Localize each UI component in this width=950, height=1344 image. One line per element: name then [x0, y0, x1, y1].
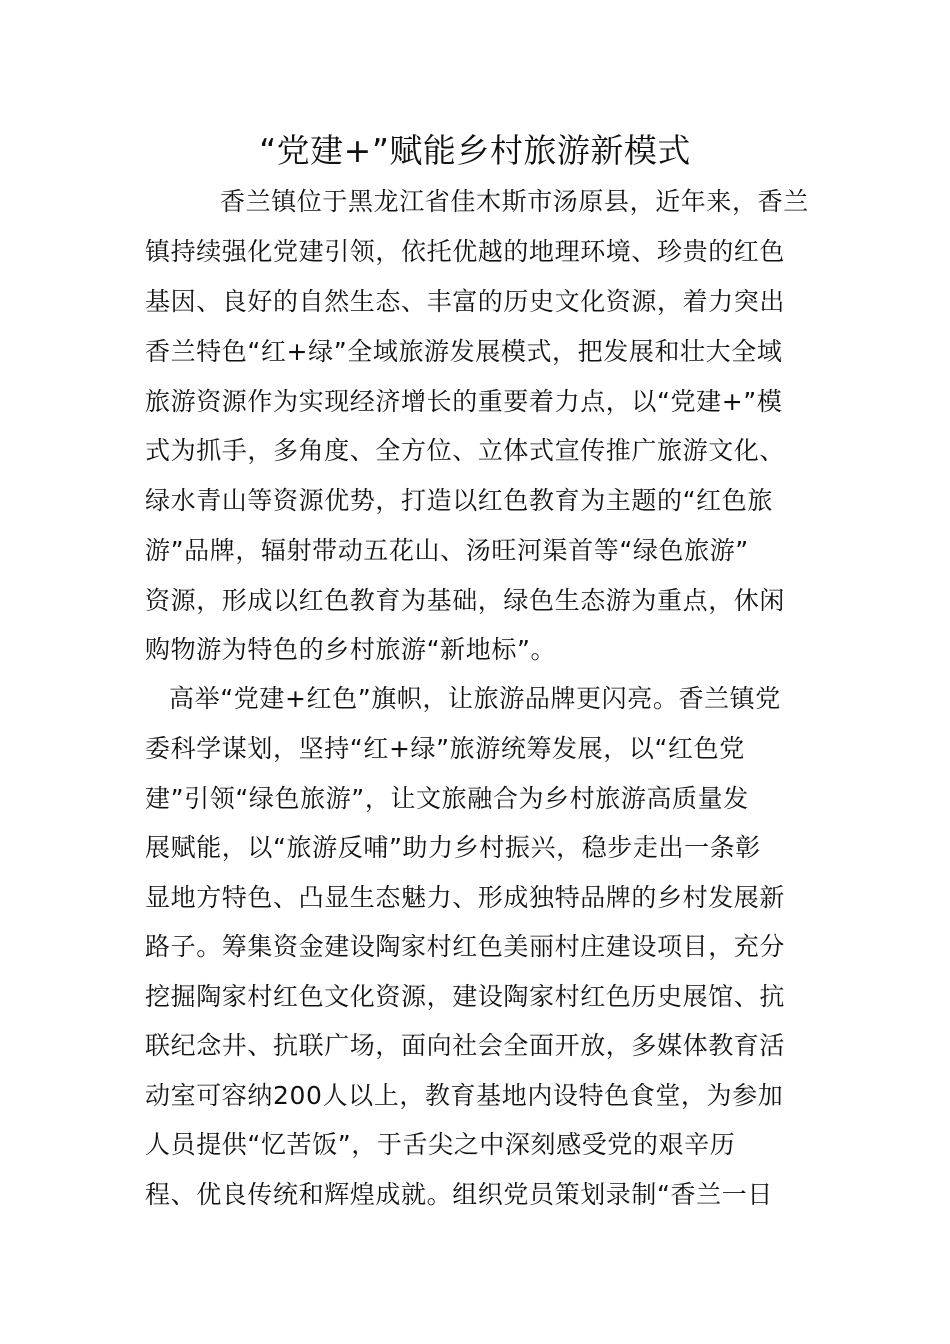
paragraph-1-line: 绿水青山等资源优势，打造以红色教育为主题的“红色旅 — [145, 486, 773, 515]
paragraph-2-line: 高举“党建+红色”旗帜，让旅游品牌更闪亮。香兰镇党 — [169, 684, 781, 713]
paragraph-2-line: 挖掘陶家村红色文化资源，建设陶家村红色历史展馆、抗 — [145, 982, 786, 1011]
document-title: “党建+”赋能乡村旅游新模式 — [259, 131, 691, 170]
paragraph-1-line: 镇持续强化党建引领，依托优越的地理环境、珍贵的红色 — [145, 237, 786, 266]
paragraph-2-line: 人员提供“忆苦饭”，于舌尖之中深刻感受党的艰辛历 — [145, 1130, 736, 1159]
paragraph-1-line: 香兰特色“红+绿”全域旅游发展模式，把发展和壮大全域 — [145, 337, 783, 366]
paragraph-2-line: 动室可容纳200人以上，教育基地内设特色食堂，为参加 — [145, 1081, 784, 1110]
paragraph-1-line: 式为抓手，多角度、全方位、立体式宣传推广旅游文化、 — [145, 436, 786, 465]
paragraph-2-line: 程、优良传统和辉煌成就。组织党员策划录制“香兰一日 — [145, 1180, 773, 1209]
paragraph-2-line: 联纪念井、抗联广场，面向社会全面开放，多媒体教育活 — [145, 1031, 786, 1060]
paragraph-2-line: 委科学谋划，坚持“红+绿”旅游统筹发展，以“红色党 — [145, 734, 745, 763]
paragraph-1-line: 基因、良好的自然生态、丰富的历史文化资源，着力突出 — [145, 287, 786, 316]
paragraph-1-line: 购物游为特色的乡村旅游“新地标”。 — [145, 635, 557, 664]
paragraph-2-line: 显地方特色、凸显生态魅力、形成独特品牌的乡村发展新 — [145, 883, 786, 912]
paragraph-1-line: 香兰镇位于黑龙江省佳木斯市汤原县，近年来，香兰 — [220, 187, 809, 216]
paragraph-2-line: 展赋能，以“旅游反哺”助力乡村振兴，稳步走出一条彰 — [145, 833, 761, 862]
paragraph-1-line: 游”品牌，辐射带动五花山、汤旺河渠首等“绿色旅游” — [145, 536, 749, 565]
paragraph-1-line: 旅游资源作为实现经济增长的重要着力点，以“党建+”模 — [145, 387, 783, 416]
paragraph-1-line: 资源，形成以红色教育为基础，绿色生态游为重点，休闲 — [145, 586, 786, 615]
paragraph-2-line: 建”引领“绿色旅游”，让文旅融合为乡村旅游高质量发 — [145, 784, 749, 813]
paragraph-2-line: 路子。筹集资金建设陶家村红色美丽村庄建设项目，充分 — [145, 932, 786, 961]
